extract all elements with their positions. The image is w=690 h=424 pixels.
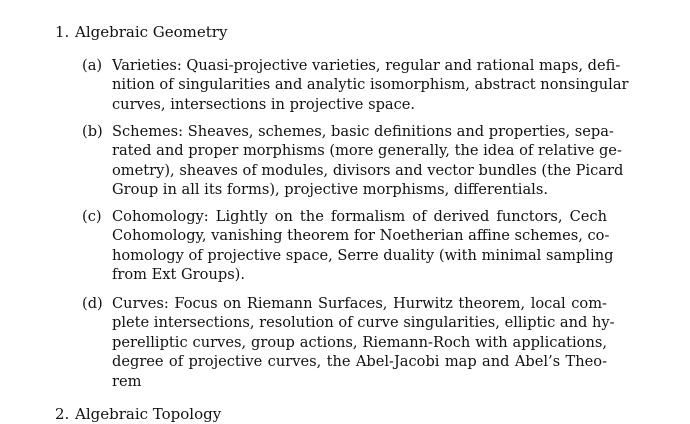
item-line: Group in all its forms), projective morphisms, differentials. (112, 181, 548, 199)
item-line: curves, intersections in projective space. (112, 95, 416, 113)
item-line: perelliptic curves, group actions, Riemann-Roch with applications, (112, 333, 607, 351)
item-line: Cohomology: Lightly on the formalism of derived functors, Cech (112, 208, 607, 225)
item-line: Cohomology, vanishing theorem for Noetherian affine schemes, co- (112, 227, 610, 245)
item-line: ometry), sheaves of modules, divisors and vector bundles (the Picard (112, 161, 624, 179)
item-line: Varieties: Quasi-projective varieties, regular and rational maps, defi- (112, 57, 621, 74)
list-item (82, 294, 615, 391)
section-heading (55, 22, 227, 42)
item-line: rated and proper morphisms (more generally, the idea of relative ge- (112, 142, 622, 160)
list-item (82, 122, 624, 200)
next-section-number: 2. (55, 405, 70, 423)
item-marker: (a) (82, 57, 103, 74)
list-item (82, 56, 629, 114)
item-line: plete intersections, resolution of curve singularities, elliptic and hy- (112, 314, 615, 332)
item-line: degree of projective curves, the Abel-Jacobi map and Abel’s Theo- (112, 353, 607, 371)
next-section-title: Algebraic Topology (75, 405, 222, 423)
item-marker: (b) (82, 123, 103, 140)
section-number: 1. (55, 23, 70, 41)
section-title: Algebraic Geometry (75, 23, 228, 41)
item-line: from Ext Groups). (112, 266, 246, 284)
item-line: Schemes: Sheaves, schemes, basic definitions and properties, sepa- (112, 123, 614, 140)
item-line: nition of singularities and analytic isomorphism, abstract nonsingular (112, 76, 629, 94)
item-line: Curves: Focus on Riemann Surfaces, Hurwitz theorem, local com- (112, 295, 607, 312)
next-section-heading (55, 404, 221, 424)
list-item (82, 207, 614, 285)
item-line: rem (112, 372, 142, 390)
item-marker: (c) (82, 208, 102, 225)
item-line: homology of projective space, Serre duality (with minimal sampling (112, 246, 614, 264)
item-marker: (d) (82, 295, 103, 312)
